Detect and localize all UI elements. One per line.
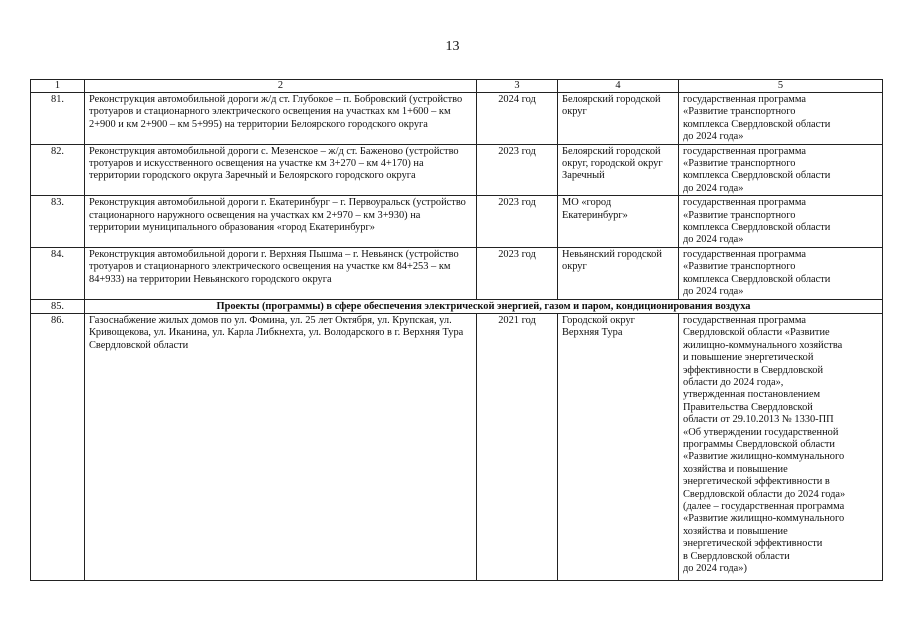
column-header: 1 (31, 80, 85, 93)
column-header: 2 (85, 80, 477, 93)
program-line: эффективности в Свердловской (683, 364, 824, 376)
municipality: Белоярский городской округ (558, 93, 679, 145)
column-header: 3 (477, 80, 558, 93)
program-line: энергетической эффективности в (683, 476, 830, 488)
project-description: Реконструкция автомобильной дороги г. Екатеринбург – г. Первоуральск (устройство стационарного наружного освещения на участках км 2+970 – км 3+930) на территории муниципального образования «город Екатеринбург» (85, 196, 477, 248)
program-line: до 2024 года» (683, 286, 744, 298)
program-line: жилищно-коммунального хозяйства (683, 339, 843, 351)
table-row (31, 196, 883, 248)
program-line: до 2024 года» (683, 182, 744, 194)
column-header: 4 (558, 80, 679, 93)
state-program (679, 313, 883, 580)
state-program (679, 93, 883, 145)
project-year: 2021 год (477, 313, 558, 580)
row-number: 83. (31, 196, 85, 248)
program-line: комплекса Свердловской области (683, 170, 831, 182)
program-line: программы Свердловской области (683, 438, 835, 450)
table-row (31, 144, 883, 196)
page-number: 13 (445, 39, 460, 54)
section-title: Проекты (программы) в сфере обеспечения электрической энергией, газом и паром, кондиционирования воздуха (85, 299, 883, 313)
program-line: Правительства Свердловской (683, 401, 813, 413)
table-row (31, 93, 883, 145)
table-header-row (31, 80, 883, 93)
project-year: 2023 год (477, 247, 558, 299)
row-number: 86. (31, 313, 85, 580)
state-program (679, 144, 883, 196)
program-line: «Развитие транспортного (683, 158, 796, 170)
program-line: (далее – государственная программа (683, 501, 845, 512)
program-line: государственная программа (683, 197, 806, 209)
row-number: 82. (31, 144, 85, 196)
municipality: Белоярский городской округ, городской округ Заречный (558, 144, 679, 196)
project-description: Реконструкция автомобильной дороги ж/д ст. Глубокое – п. Бобровский (устройство тротуаров и стационарного электрического освещения на участках км 1+600 – км 2+900 и км 2+900 – км 5+995) на территории Белоярского городского округа (85, 93, 477, 145)
program-line: государственная программа (683, 145, 806, 157)
program-line: до 2024 года» (683, 131, 744, 143)
program-line: Свердловской области «Развитие (683, 327, 830, 339)
program-line: «Развитие транспортного (683, 106, 796, 118)
program-line: «Развитие транспортного (683, 209, 796, 221)
program-line: государственная программа (683, 94, 806, 105)
program-line: комплекса Свердловской области (683, 273, 831, 285)
row-number: 81. (31, 93, 85, 145)
projects-table (30, 79, 883, 581)
municipality: МО «город Екатеринбург» (558, 196, 679, 248)
municipality: Городской округ Верхняя Тура (558, 313, 679, 580)
state-program (679, 247, 883, 299)
project-description: Реконструкция автомобильной дороги с. Мезенское – ж/д ст. Баженово (устройство тротуаров и искусственного освещения на участке км 3+270 – км 4+170) на территории городского округа Заречный и Белоярского городского округа (85, 144, 477, 196)
municipality: Невьянский городской округ (558, 247, 679, 299)
row-number: 85. (31, 299, 85, 313)
program-line: утвержденная постановлением (683, 389, 821, 401)
program-line: «Развитие жилищно-коммунального (683, 451, 845, 463)
program-line: комплекса Свердловской области (683, 222, 831, 234)
project-year: 2024 год (477, 93, 558, 145)
program-line: энергетической эффективности (683, 538, 823, 550)
program-line: области от 29.10.2013 № 1330-ПП (683, 414, 834, 426)
program-line: хозяйства и повышение (683, 463, 788, 475)
row-number: 84. (31, 247, 85, 299)
program-line: «Развитие транспортного (683, 261, 796, 273)
table-row (31, 313, 883, 580)
program-line: до 2024 года» (683, 234, 744, 246)
column-header: 5 (679, 80, 883, 93)
program-line: хозяйства и повышение (683, 525, 788, 537)
project-year: 2023 год (477, 196, 558, 248)
project-description: Газоснабжение жилых домов по ул. Фомина, ул. 25 лет Октября, ул. Крупская, ул. Кривощекова, ул. Иканина, ул. Карла Либкнехта, ул. Володарского в г. Верхняя Тура Свердловской области (85, 313, 477, 580)
program-line: государственная программа (683, 248, 806, 260)
program-line: до 2024 года») (683, 563, 747, 575)
state-program (679, 196, 883, 248)
program-line: и повышение энергетической (683, 352, 814, 364)
program-line: «Развитие жилищно-коммунального (683, 513, 845, 525)
project-year: 2023 год (477, 144, 558, 196)
project-description: Реконструкция автомобильной дороги г. Верхняя Пышма – г. Невьянск (устройство тротуаров и стационарного электрического освещения на участке км 84+253 – км 84+933) на территории Невьянского городского округа (85, 247, 477, 299)
program-line: в Свердловской области (683, 550, 790, 562)
program-line: комплекса Свердловской области (683, 118, 831, 130)
program-line: Свердловской области до 2024 года» (683, 488, 846, 500)
section-row (31, 299, 883, 313)
program-line: области до 2024 года», (683, 376, 784, 388)
program-line: государственная программа (683, 314, 806, 326)
table-row (31, 247, 883, 299)
program-line: «Об утверждении государственной (683, 426, 839, 438)
